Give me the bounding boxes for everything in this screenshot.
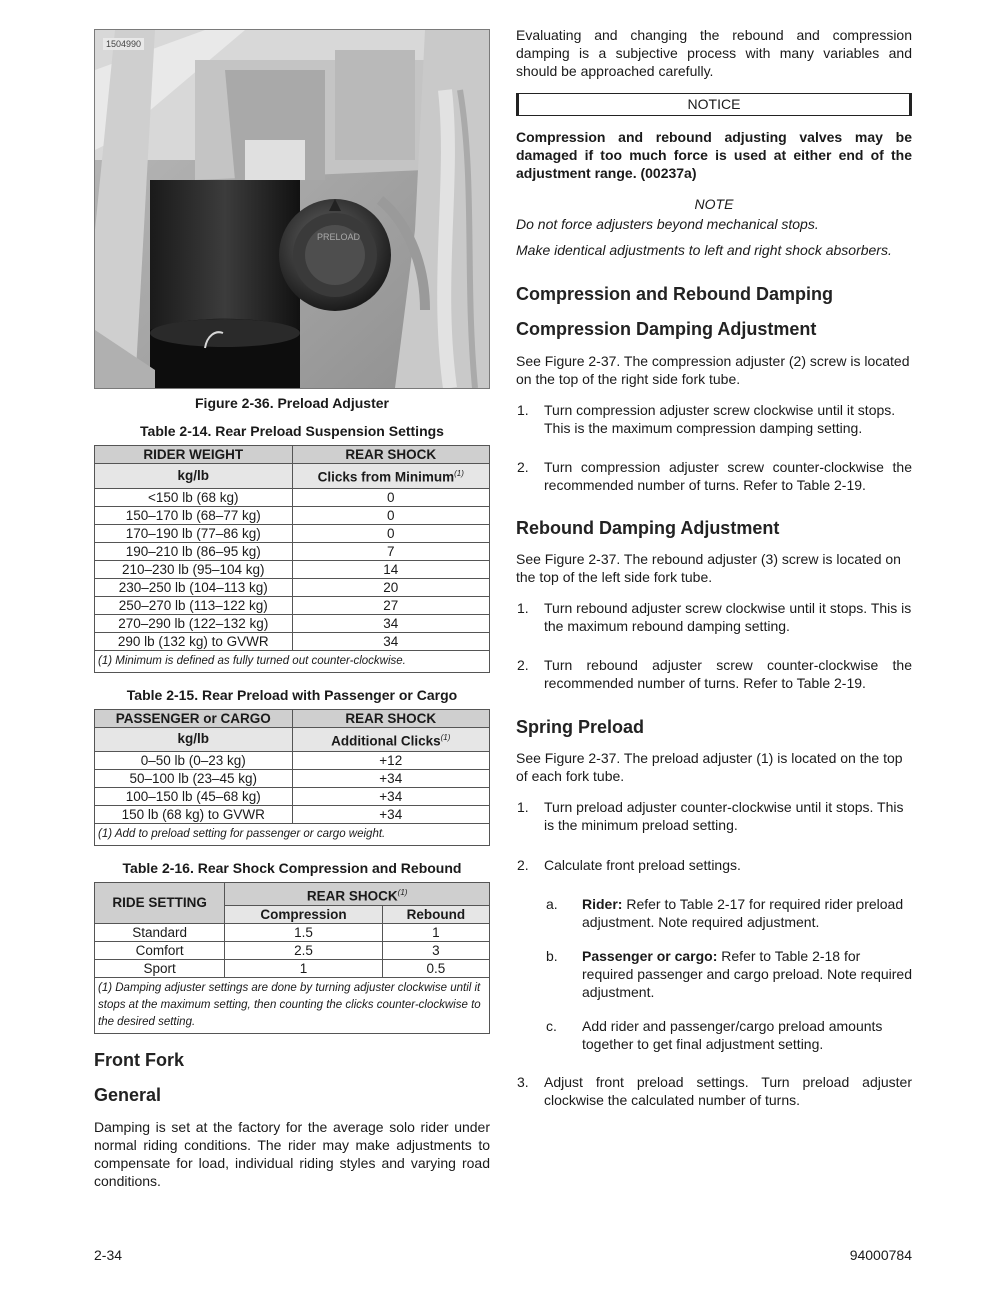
page-number: 2-34	[94, 1247, 123, 1263]
notice-box: NOTICE	[516, 93, 912, 116]
intro-paragraph: Evaluating and changing the rebound and compression damping is a subjective process with many variables and should be approached carefully.	[516, 27, 912, 79]
table-2-15-title: Table 2-15. Rear Preload with Passenger or Cargo	[126, 686, 458, 703]
substep-letter: c.	[546, 1018, 557, 1034]
step-text: Turn preload adjuster counter-clockwise until it stops. This is the minimum preload setting.	[544, 799, 904, 833]
table-row	[95, 524, 490, 542]
compression-damping-heading: Compression Damping Adjustment	[516, 319, 817, 339]
table-cell: +34	[292, 770, 490, 788]
notice-text: Compression and rebound adjusting valves may be damaged if too much force is used at either end of the adjustment range. (00237a)	[516, 129, 912, 181]
table-cell: 290 lb (132 kg) to GVWR	[95, 632, 293, 650]
step-text: Turn compression adjuster screw counter-clockwise the recommended number of turns. Refer to Table 2-19.	[544, 459, 912, 493]
table-cell: 0.5	[382, 960, 489, 978]
table-header: REAR SHOCK	[292, 709, 490, 727]
spring-preload-paragraph: See Figure 2-37. The preload adjuster (1) is located on the top of each fork tube.	[516, 750, 903, 784]
step-number: 2.	[517, 857, 529, 873]
footnote-mark: (1)	[440, 732, 451, 742]
table-cell: 20	[292, 578, 490, 596]
table-cell: 100–150 lb (45–68 kg)	[95, 788, 293, 806]
table-2-15-body	[95, 752, 490, 824]
compression-rebound-heading: Compression and Rebound Damping	[516, 284, 834, 304]
table-2-15	[94, 709, 490, 847]
step-text: Turn rebound adjuster screw clockwise until it stops. This is the maximum rebound damping setting.	[544, 600, 912, 634]
table-note: (1) Damping adjuster settings are done by turning adjuster clockwise until it stops at the maximum setting, then counting the clicks counter-clockwise to the desired setting.	[95, 978, 490, 1034]
table-cell: 170–190 lb (77–86 kg)	[95, 524, 293, 542]
note-item: Make identical adjustments to left and right shock absorbers.	[516, 242, 892, 258]
substep-letter: b.	[546, 948, 558, 964]
table-note: (1) Add to preload setting for passenger or cargo weight.	[95, 824, 490, 846]
substep-passenger	[516, 947, 912, 1001]
substep-label: Passenger or cargo:	[582, 948, 718, 964]
table-cell: 150 lb (68 kg) to GVWR	[95, 806, 293, 824]
table-subheader-label: Clicks from Minimum	[317, 469, 455, 485]
table-2-14	[94, 445, 490, 673]
table-2-14-title: Table 2-14. Rear Preload Suspension Settings	[140, 423, 444, 439]
svg-text:PRELOAD: PRELOAD	[317, 232, 361, 242]
substep-label: Rider:	[582, 896, 623, 912]
table-row	[95, 788, 490, 806]
step-number: 3.	[517, 1074, 529, 1090]
table-2-14-body	[95, 488, 490, 650]
table-cell: +34	[292, 788, 490, 806]
table-cell: 27	[292, 596, 490, 614]
table-header	[225, 883, 490, 906]
table-cell: Comfort	[95, 942, 225, 960]
table-header: RIDER WEIGHT	[95, 446, 293, 464]
table-cell: 3	[382, 942, 489, 960]
table-row	[95, 960, 490, 978]
list-item	[516, 798, 912, 834]
step-text: Turn compression adjuster screw clockwise until it stops. This is the maximum compression damping setting.	[544, 402, 896, 436]
note-label: NOTE	[694, 196, 734, 212]
table-subheader: Compression	[225, 906, 382, 924]
table-row	[95, 596, 490, 614]
table-2-16-body	[95, 924, 490, 978]
table-cell: 230–250 lb (104–113 kg)	[95, 578, 293, 596]
list-item	[516, 1073, 912, 1109]
step-number: 2.	[517, 459, 529, 475]
step-text: Calculate front preload settings.	[544, 857, 741, 873]
step-number: 1.	[517, 600, 529, 616]
list-item	[516, 599, 912, 635]
table-header-label: REAR SHOCK	[306, 888, 398, 904]
table-row	[95, 752, 490, 770]
rebound-steps	[516, 599, 912, 692]
figure-caption: Figure 2-36. Preload Adjuster	[195, 395, 389, 411]
general-paragraph: Damping is set at the factory for the average solo rider under normal riding conditions. The rider may make adjustments to compensate for load, individual riding styles and varying road conditions.	[94, 1119, 490, 1189]
table-cell: 1	[225, 960, 382, 978]
table-cell: Sport	[95, 960, 225, 978]
footnote-mark: (1)	[397, 887, 408, 897]
table-2-16-title: Table 2-16. Rear Shock Compression and Rebound	[122, 860, 462, 876]
table-cell: <150 lb (68 kg)	[95, 488, 293, 506]
substep-text: Add rider and passenger/cargo preload amounts together to get final adjustment setting.	[582, 1018, 883, 1052]
table-2-16	[94, 882, 490, 1034]
table-row	[95, 614, 490, 632]
photo-id-label: 1504990	[103, 38, 144, 50]
table-row	[95, 488, 490, 506]
rebound-damping-heading: Rebound Damping Adjustment	[516, 518, 780, 538]
compression-steps	[516, 401, 912, 494]
step-text: Turn rebound adjuster screw counter-clockwise the recommended number of turns. Refer to Table 2-19.	[544, 657, 912, 691]
general-heading: General	[94, 1085, 162, 1105]
table-cell: 7	[292, 542, 490, 560]
list-item	[516, 656, 912, 692]
step-text: Adjust front preload settings. Turn preload adjuster clockwise the calculated number of turns.	[544, 1074, 912, 1108]
substep-add	[516, 1017, 912, 1053]
table-cell: 270–290 lb (122–132 kg)	[95, 614, 293, 632]
list-item	[516, 401, 912, 437]
table-cell: 250–270 lb (113–122 kg)	[95, 596, 293, 614]
table-cell: 34	[292, 632, 490, 650]
list-item	[516, 856, 912, 874]
rebound-paragraph: See Figure 2-37. The rebound adjuster (3) screw is located on the top of the left side fork tube.	[516, 551, 901, 585]
compression-paragraph: See Figure 2-37. The compression adjuster (2) screw is located on the top of the right side fork tube.	[516, 353, 910, 387]
table-row	[95, 632, 490, 650]
substep-text: Refer to Table 2-18 for required passenger and cargo preload. Note required adjustment.	[582, 948, 912, 1000]
table-cell: 0	[292, 488, 490, 506]
left-column	[94, 29, 490, 1190]
substep-letter: a.	[546, 896, 558, 912]
table-cell: 0	[292, 506, 490, 524]
table-header: RIDE SETTING	[95, 883, 225, 924]
table-cell: +34	[292, 806, 490, 824]
table-subheader-label: Additional Clicks	[331, 733, 441, 748]
table-cell: 190–210 lb (86–95 kg)	[95, 542, 293, 560]
table-note: (1) Minimum is defined as fully turned out counter-clockwise.	[95, 650, 490, 672]
substep-text: Refer to Table 2-17 for required rider preload adjustment. Note required adjustment.	[582, 896, 904, 930]
note-item: Do not force adjusters beyond mechanical stops.	[516, 216, 819, 232]
table-row	[95, 578, 490, 596]
table-cell: 1	[382, 924, 489, 942]
table-header: PASSENGER or CARGO	[95, 709, 293, 727]
table-subheader	[292, 464, 490, 489]
photo-illustration	[95, 30, 489, 388]
table-cell: 0	[292, 524, 490, 542]
table-cell: 2.5	[225, 942, 382, 960]
spring-preload-heading: Spring Preload	[516, 717, 645, 737]
step-number: 1.	[517, 402, 529, 418]
substep-rider	[516, 895, 912, 931]
right-column	[516, 26, 912, 1109]
table-subheader: kg/lb	[95, 464, 293, 489]
spring-preload-steps	[516, 798, 912, 874]
table-cell: 1.5	[225, 924, 382, 942]
preload-adjuster-photo	[94, 29, 490, 389]
table-row	[95, 942, 490, 960]
step-number: 2.	[517, 657, 529, 673]
table-cell: +12	[292, 752, 490, 770]
table-subheader: kg/lb	[95, 727, 293, 752]
table-cell: 0–50 lb (0–23 kg)	[95, 752, 293, 770]
table-cell: 34	[292, 614, 490, 632]
table-row	[95, 560, 490, 578]
table-cell: 14	[292, 560, 490, 578]
table-cell: 50–100 lb (23–45 kg)	[95, 770, 293, 788]
step-number: 1.	[517, 799, 529, 815]
table-row	[95, 806, 490, 824]
table-subheader	[292, 727, 490, 752]
table-cell: 150–170 lb (68–77 kg)	[95, 506, 293, 524]
table-row	[95, 542, 490, 560]
table-row	[95, 924, 490, 942]
front-fork-heading: Front Fork	[94, 1050, 184, 1070]
table-row	[95, 770, 490, 788]
table-cell: 210–230 lb (95–104 kg)	[95, 560, 293, 578]
list-item	[516, 458, 912, 494]
document-number: 94000784	[849, 1247, 912, 1263]
table-subheader: Rebound	[382, 906, 489, 924]
table-header: REAR SHOCK	[292, 446, 490, 464]
table-row	[95, 506, 490, 524]
table-cell: Standard	[95, 924, 225, 942]
footnote-mark: (1)	[454, 469, 464, 478]
